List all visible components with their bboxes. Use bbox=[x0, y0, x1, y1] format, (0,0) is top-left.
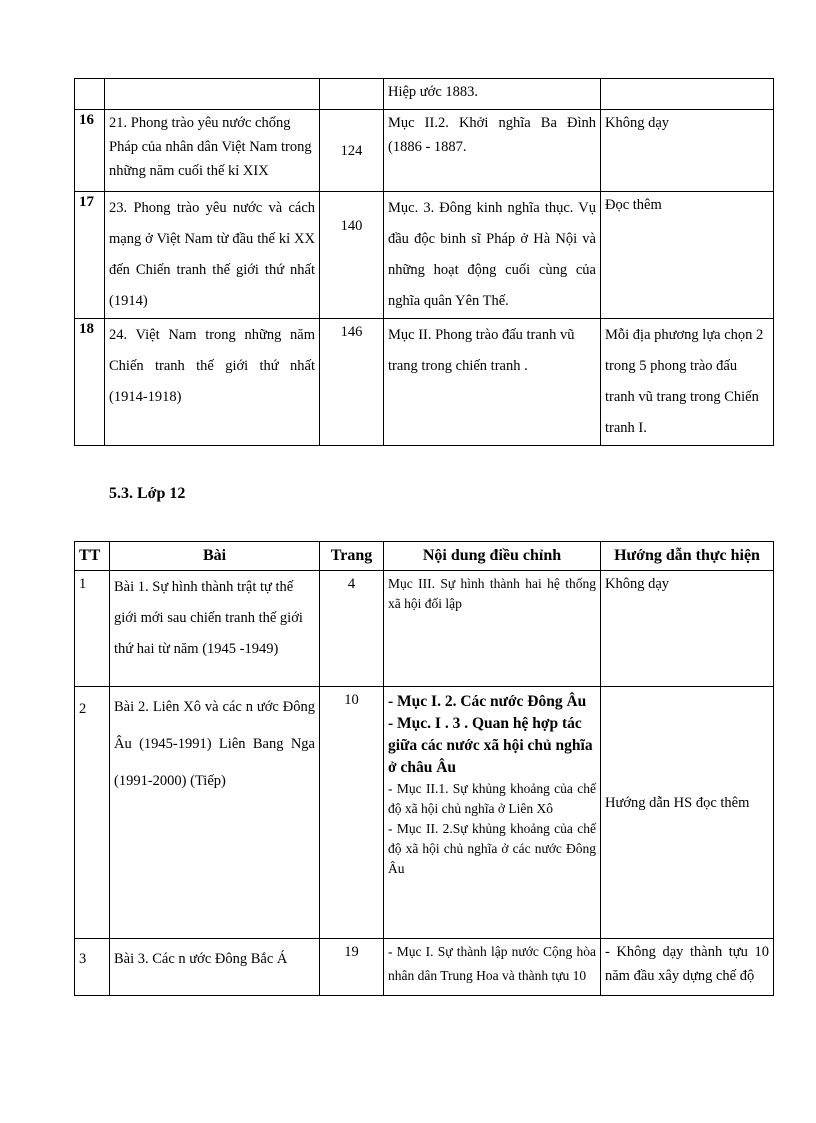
content-cell: Hiệp ước 1883. bbox=[384, 79, 601, 110]
section-title: 5.3. Lớp 12 bbox=[109, 485, 186, 502]
guidance-cell bbox=[601, 79, 774, 110]
guidance-cell: Không dạy bbox=[601, 110, 774, 192]
tt-cell: 3 bbox=[75, 939, 110, 996]
content-cell: Mục II.2. Khởi nghĩa Ba Đình (1886 - 1887. bbox=[384, 110, 601, 192]
lesson-cell: Bài 2. Liên Xô và các n ước Đông Âu (1945-1991) Liên Bang Nga (1991-2000) (Tiếp) bbox=[110, 687, 320, 939]
table-row bbox=[75, 687, 774, 939]
tt-cell: 17 bbox=[75, 192, 105, 319]
tt-cell: 18 bbox=[75, 319, 105, 446]
page-cell: 140 bbox=[320, 192, 384, 319]
content-line: - Mục II.1. Sự khủng khoảng của chế độ xã hội chủ nghĩa ở Liên Xô bbox=[388, 781, 596, 816]
content-cell: Mục. 3. Đông kinh nghĩa thục. Vụ đầu độc binh sĩ Pháp ở Hà Nội và những hoạt động cuối cùng của nghĩa quân Yên Thế. bbox=[384, 192, 601, 319]
grade-12-adjustment-table bbox=[74, 541, 774, 996]
page-cell: 10 bbox=[320, 687, 384, 939]
content-cell: Mục III. Sự hình thành hai hệ thống xã hội đối lập bbox=[384, 571, 601, 687]
table-row bbox=[75, 939, 774, 996]
header-tt: TT bbox=[75, 542, 110, 571]
header-lesson: Bài bbox=[110, 542, 320, 571]
page-cell: 146 bbox=[320, 319, 384, 446]
table-row bbox=[75, 571, 774, 687]
tt-cell: 1 bbox=[75, 571, 110, 687]
table-row bbox=[75, 192, 774, 319]
guidance-cell: Không dạy bbox=[601, 571, 774, 687]
lesson-cell: 21. Phong trào yêu nước chống Pháp của nhân dân Việt Nam trong những năm cuối thế kỉ XIX bbox=[105, 110, 320, 192]
tt-cell: 2 bbox=[75, 687, 110, 939]
content-cell: Mục II. Phong trào đấu tranh vũ trang trong chiến tranh . bbox=[384, 319, 601, 446]
lesson-cell bbox=[105, 79, 320, 110]
lesson-cell: Bài 1. Sự hình thành trật tự thế giới mới sau chiến tranh thế giới thứ hai từ năm (1945 -1949) bbox=[110, 571, 320, 687]
table-row bbox=[75, 319, 774, 446]
table-header-row bbox=[75, 542, 774, 571]
content-cell bbox=[384, 687, 601, 939]
table-row bbox=[75, 79, 774, 110]
adjustment-table-continued bbox=[74, 78, 774, 446]
page-cell: 4 bbox=[320, 571, 384, 687]
guidance-cell: Đọc thêm bbox=[601, 192, 774, 319]
content-line: - Mục I. 2. Các nước Đông Âu bbox=[388, 693, 587, 710]
guidance-cell: Hướng dẫn HS đọc thêm bbox=[601, 687, 774, 939]
content-line: - Mục II. 2.Sự khủng khoảng của chế độ xã hội chủ nghĩa ở các nước Đông Âu bbox=[388, 821, 596, 876]
header-page: Trang bbox=[320, 542, 384, 571]
content-cell: - Mục I. Sự thành lập nước Cộng hòa nhân dân Trung Hoa và thành tựu 10 bbox=[384, 939, 601, 996]
page-cell bbox=[320, 79, 384, 110]
page-cell: 19 bbox=[320, 939, 384, 996]
lesson-cell: Bài 3. Các n ước Đông Bắc Á bbox=[110, 939, 320, 996]
tt-cell: 16 bbox=[75, 110, 105, 192]
guidance-cell: - Không dạy thành tựu 10 năm đầu xây dựng chế độ bbox=[601, 939, 774, 996]
header-guidance: Hướng dẫn thực hiện bbox=[601, 542, 774, 571]
lesson-cell: 24. Việt Nam trong những năm Chiến tranh thế giới thứ nhất (1914-1918) bbox=[105, 319, 320, 446]
guidance-cell: Mỗi địa phương lựa chọn 2 trong 5 phong trào đấu tranh vũ trang trong Chiến tranh I. bbox=[601, 319, 774, 446]
content-line: - Mục. I . 3 . Quan hệ hợp tác giữa các nước xã hội chủ nghĩa ở châu Âu bbox=[388, 715, 593, 776]
table-row bbox=[75, 110, 774, 192]
tt-cell bbox=[75, 79, 105, 110]
lesson-cell: 23. Phong trào yêu nước và cách mạng ở Việt Nam từ đầu thế kỉ XX đến Chiến tranh thế giới thứ nhất (1914) bbox=[105, 192, 320, 319]
page-cell: 124 bbox=[320, 110, 384, 192]
header-content: Nội dung điều chỉnh bbox=[384, 542, 601, 571]
